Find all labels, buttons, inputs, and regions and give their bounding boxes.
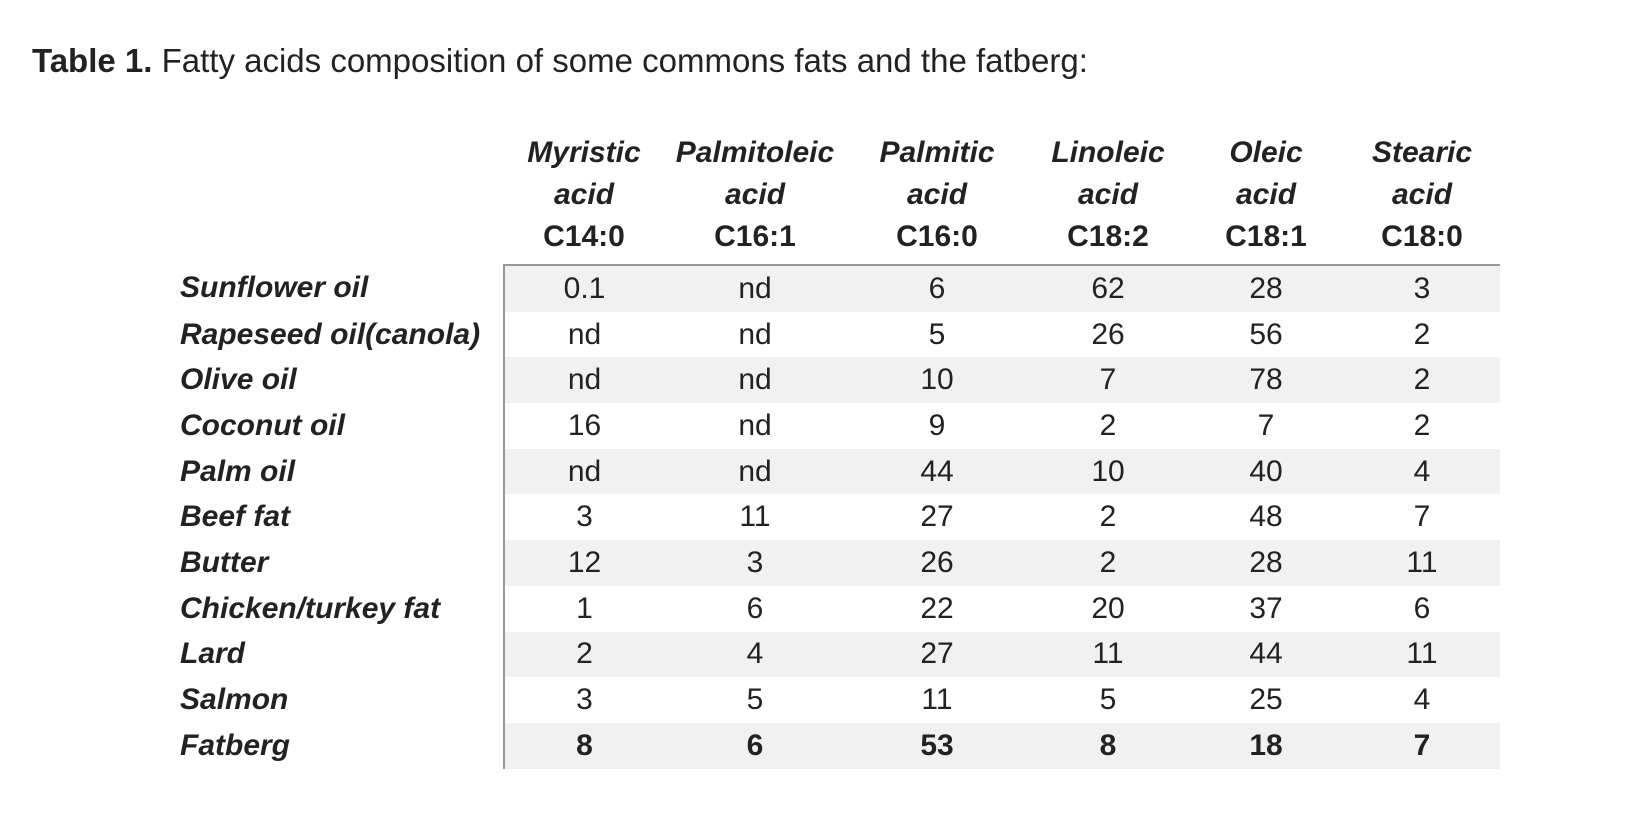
column-header-name: Myristic [527,136,641,169]
table-caption [32,42,1088,80]
header-row [164,132,1500,265]
table-cell: 2 [1344,403,1500,449]
table-cell: 62 [1028,265,1188,312]
table-cell: 0.1 [504,265,664,312]
table-cell: 11 [664,494,846,540]
row-label: Coconut oil [164,403,504,449]
column-header-name: Stearic [1371,136,1473,169]
table-cell: 11 [1344,540,1500,586]
column-header-word: acid [724,178,786,211]
table-cell: nd [664,265,846,312]
column-header-word: acid [1235,178,1297,211]
table-cell: 4 [1344,677,1500,723]
table-cell: 26 [846,540,1028,586]
table-row [164,540,1500,586]
column-header [1028,132,1188,265]
table-cell: 3 [664,540,846,586]
table-cell: 25 [1188,677,1344,723]
column-header-code: C14:0 [543,220,625,253]
table-cell: nd [664,357,846,403]
table-cell: 4 [664,632,846,678]
column-header-code: C18:2 [1067,220,1149,253]
table-cell: 3 [504,677,664,723]
table-cell: nd [504,449,664,495]
table-cell: 44 [846,449,1028,495]
table-row [164,312,1500,358]
table-cell: 78 [1188,357,1344,403]
column-header [1188,132,1344,265]
table-row [164,677,1500,723]
table-cell: 3 [1344,265,1500,312]
row-label: Fatberg [164,723,504,769]
table-cell: 2 [1028,540,1188,586]
table-cell: 28 [1188,265,1344,312]
table-cell: 7 [1344,494,1500,540]
table-cell: nd [664,403,846,449]
table-cell: 11 [1344,632,1500,678]
row-label: Salmon [164,677,504,723]
table-cell: 2 [504,632,664,678]
table-cell: 2 [1028,403,1188,449]
table-cell: 2 [1028,494,1188,540]
table-cell: 44 [1188,632,1344,678]
table-cell: 5 [1028,677,1188,723]
table-cell: 7 [1028,357,1188,403]
table-cell: 9 [846,403,1028,449]
table-cell: nd [664,449,846,495]
table-cell: 5 [846,312,1028,358]
table-row [164,357,1500,403]
table-cell: 40 [1188,449,1344,495]
table-cell: 4 [1344,449,1500,495]
table-cell: 16 [504,403,664,449]
caption-label: Table 1. [32,42,153,79]
table-cell: 10 [846,357,1028,403]
table-cell: 20 [1028,586,1188,632]
table-cell: 10 [1028,449,1188,495]
table-row [164,723,1500,769]
table-cell: 22 [846,586,1028,632]
column-header-word: acid [553,178,615,211]
row-label: Lard [164,632,504,678]
column-header-word: acid [906,178,968,211]
column-header [846,132,1028,265]
column-header [1344,132,1500,265]
column-header-code: C16:0 [896,220,978,253]
table-cell: 53 [846,723,1028,769]
table-cell: 27 [846,632,1028,678]
table-cell: 12 [504,540,664,586]
table-cell: 6 [1344,586,1500,632]
table-cell: 11 [846,677,1028,723]
row-label: Chicken/turkey fat [164,586,504,632]
table-row [164,265,1500,312]
table-cell: 7 [1188,403,1344,449]
table-cell: 27 [846,494,1028,540]
column-header-name: Palmitic [879,136,995,169]
row-label: Beef fat [164,494,504,540]
caption-text: Fatty acids composition of some commons fats and the fatberg: [152,42,1088,79]
table-cell: 28 [1188,540,1344,586]
column-header-code: C16:1 [714,220,796,253]
table-cell: 18 [1188,723,1344,769]
table-cell: 5 [664,677,846,723]
table-row [164,403,1500,449]
row-label: Olive oil [164,357,504,403]
table-cell: 1 [504,586,664,632]
table-row [164,494,1500,540]
table-cell: 48 [1188,494,1344,540]
column-header [504,132,664,265]
column-header-word: acid [1077,178,1139,211]
row-label: Rapeseed oil(canola) [164,312,504,358]
table-row [164,586,1500,632]
column-header-name: Oleic [1229,136,1303,169]
table-cell: 2 [1344,357,1500,403]
table-cell: 7 [1344,723,1500,769]
column-header-name: Palmitoleic [675,136,835,169]
row-label: Butter [164,540,504,586]
column-header-code: C18:1 [1225,220,1307,253]
table-cell: 6 [664,723,846,769]
table-cell: nd [504,312,664,358]
table-cell: 11 [1028,632,1188,678]
table-cell: nd [664,312,846,358]
fatty-acids-table [164,132,1500,769]
table-cell: 6 [664,586,846,632]
table-cell: 3 [504,494,664,540]
column-header-code: C18:0 [1381,220,1463,253]
table-cell: 37 [1188,586,1344,632]
column-header [664,132,846,265]
row-label: Sunflower oil [164,265,504,312]
table-cell: nd [504,357,664,403]
row-label: Palm oil [164,449,504,495]
table-cell: 8 [1028,723,1188,769]
corner-cell [164,132,504,265]
table-cell: 26 [1028,312,1188,358]
table-cell: 8 [504,723,664,769]
column-header-name: Linoleic [1051,136,1165,169]
column-header-word: acid [1391,178,1453,211]
table-cell: 2 [1344,312,1500,358]
table-cell: 56 [1188,312,1344,358]
table-row [164,449,1500,495]
table-row [164,632,1500,678]
table-cell: 6 [846,265,1028,312]
